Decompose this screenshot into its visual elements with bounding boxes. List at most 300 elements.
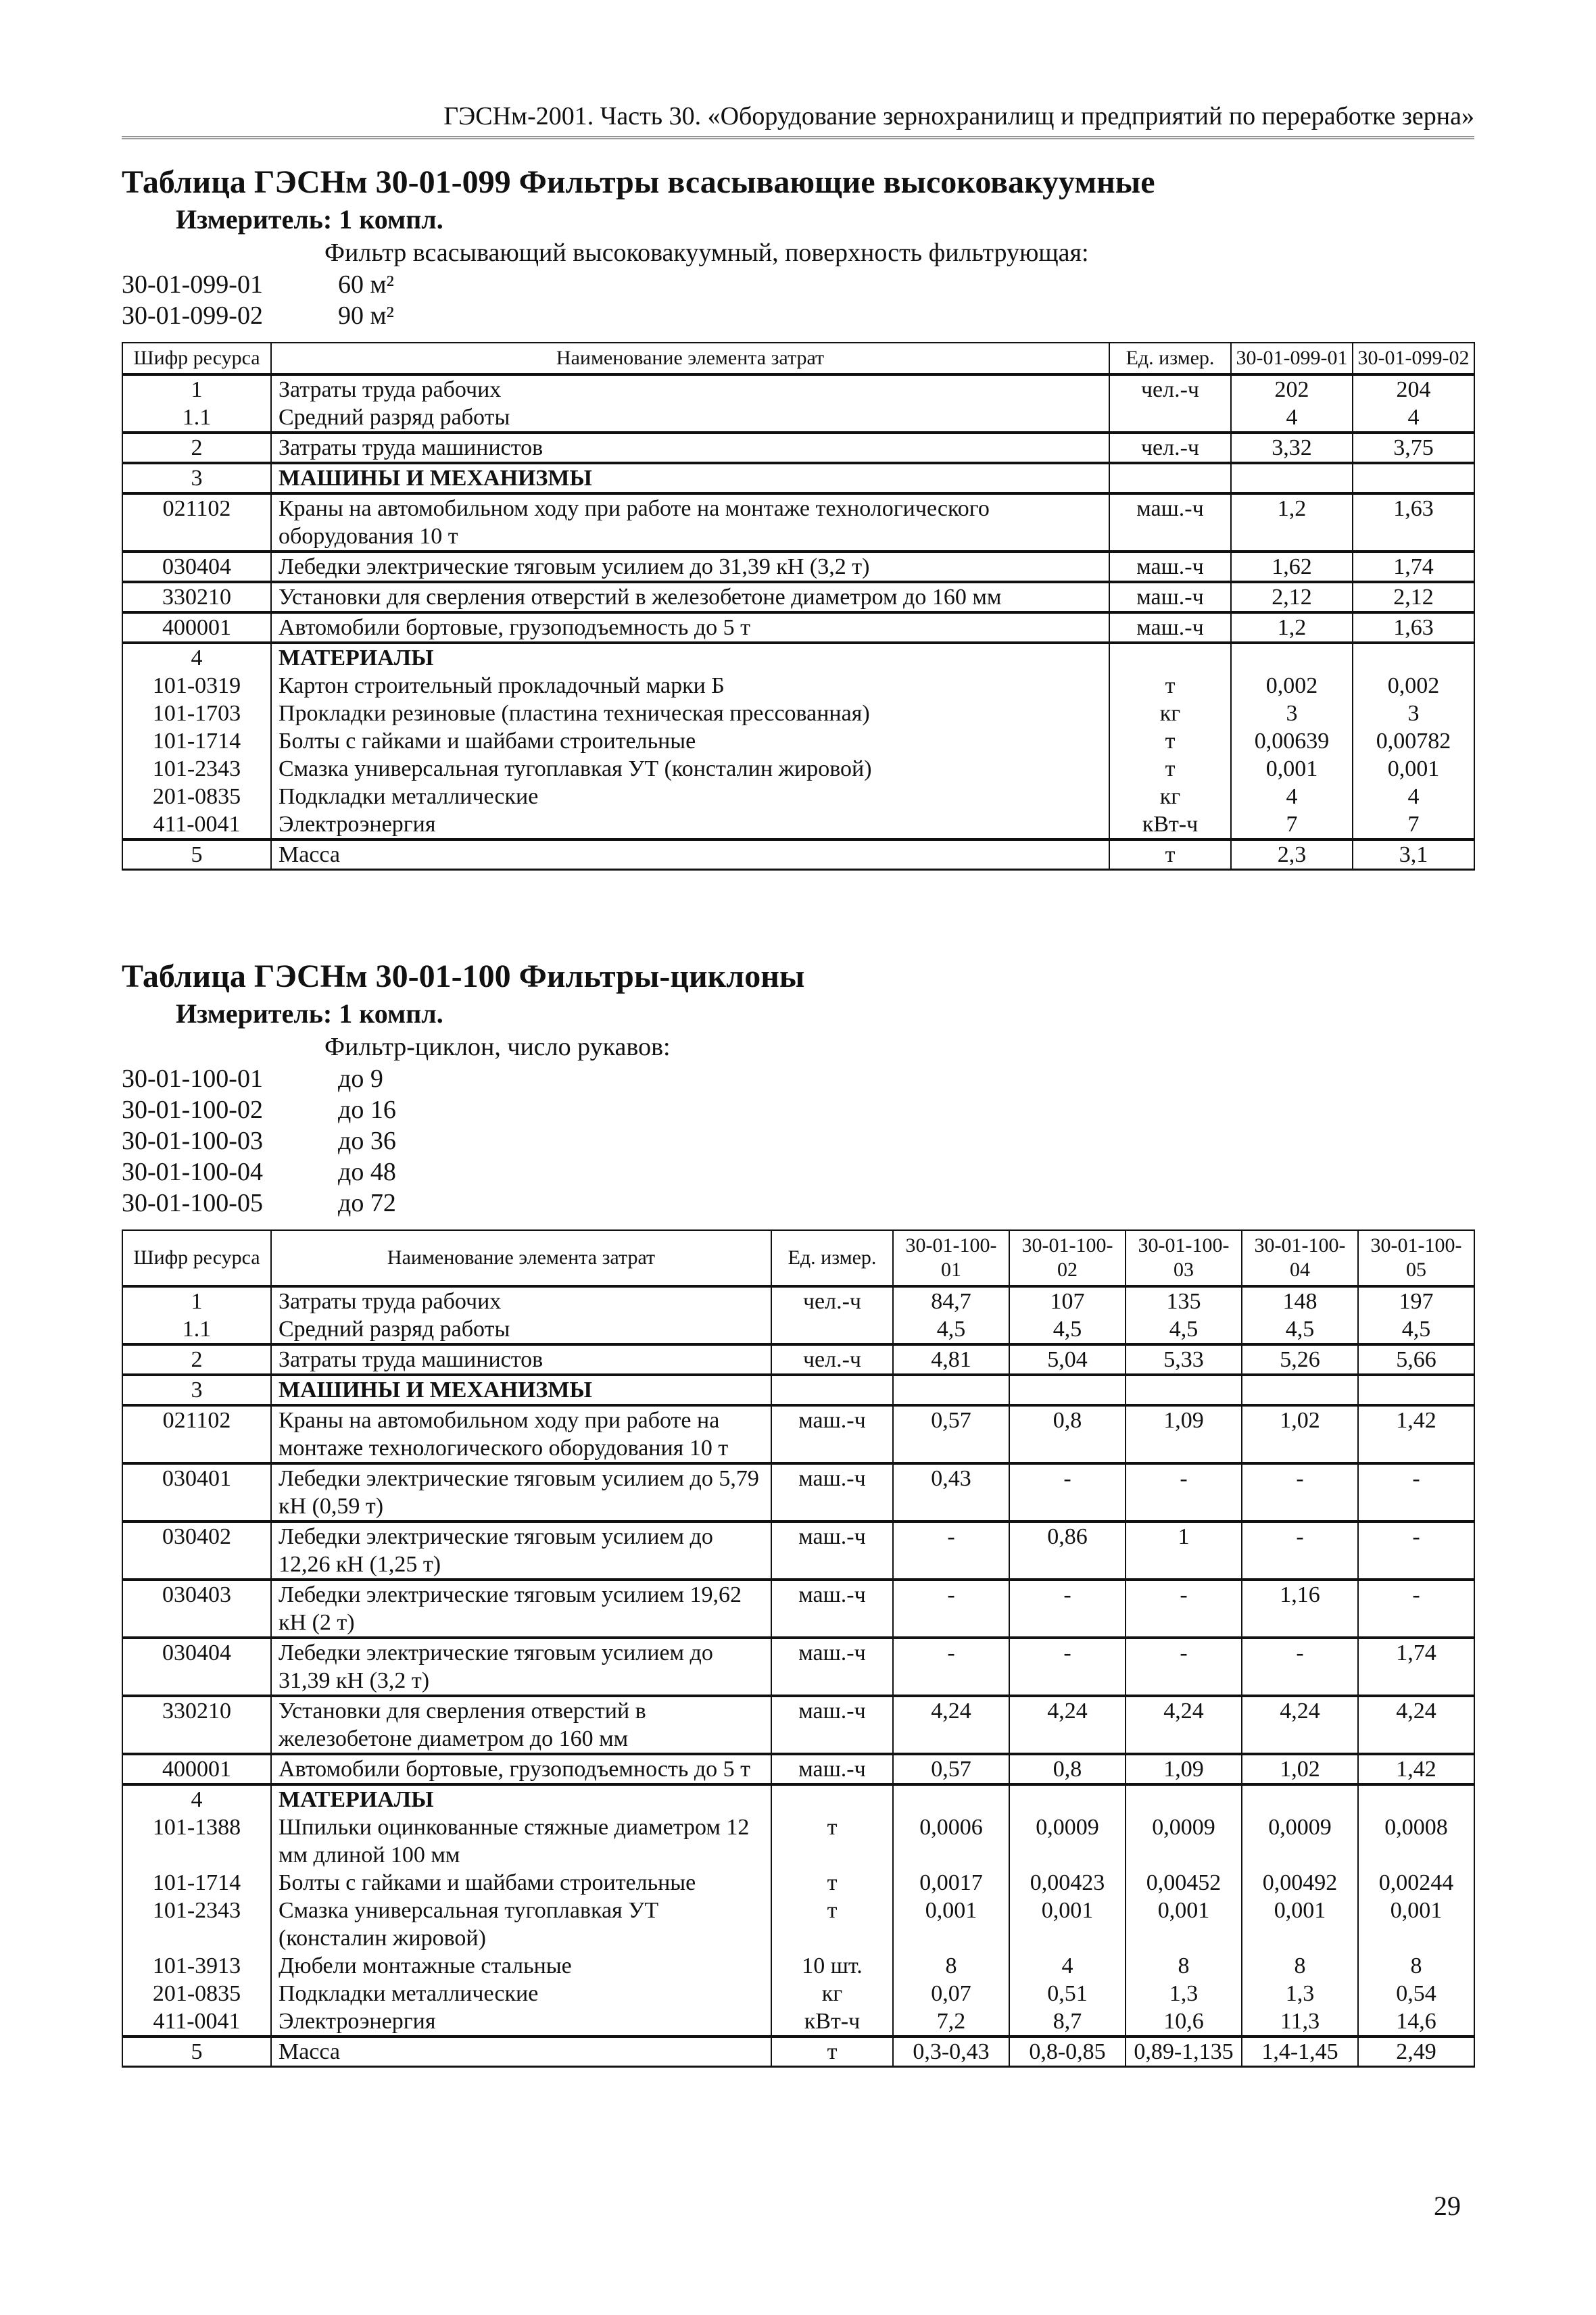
cell-value: 204 [1353, 374, 1474, 404]
cell-code: 101-2343 [122, 755, 271, 783]
cell-value: - [1358, 1463, 1474, 1521]
cell-value: 1,42 [1358, 1754, 1474, 1784]
cell-value: 4 [1353, 783, 1474, 810]
cell-name: Установки для сверления отверстий в железобетоне диаметром до 160 мм [271, 1696, 771, 1754]
cell-value: 1,09 [1126, 1754, 1242, 1784]
cell-value: 4,24 [893, 1696, 1009, 1754]
table-body [122, 374, 1474, 870]
cell-value: 7 [1353, 810, 1474, 839]
cell-value: 5,26 [1242, 1344, 1358, 1375]
cell-value: 4,24 [1126, 1696, 1242, 1754]
cell-name: Затраты труда рабочих [271, 1286, 771, 1315]
cell-value [1353, 463, 1474, 493]
table-row [122, 552, 1474, 582]
cell-value: 0,0008 [1358, 1813, 1474, 1869]
table-row [122, 612, 1474, 643]
cell-unit: маш.-ч [771, 1463, 893, 1521]
table-row [122, 1344, 1474, 1375]
cell-value: 5,04 [1009, 1344, 1126, 1375]
cell-value: 1,02 [1242, 1405, 1358, 1463]
cell-name: Краны на автомобильном ходу при работе на монтаже технологического оборудования 10 т [271, 1405, 771, 1463]
table-row [122, 1754, 1474, 1784]
variant-code: 30-01-100-05 [122, 1189, 263, 1217]
cell-value [1126, 1784, 1242, 1813]
cell-unit: кг [1109, 783, 1231, 810]
table-row [122, 582, 1474, 612]
cell-value: 8,7 [1009, 2007, 1126, 2037]
cell-value: 0,54 [1358, 1980, 1474, 2007]
cell-value: 0,001 [1242, 1897, 1358, 1952]
table-row [122, 1463, 1474, 1521]
cell-value: 0,8 [1009, 1754, 1126, 1784]
page-number: 29 [1434, 2191, 1461, 2221]
table-row [122, 1869, 1474, 1897]
cell-value: 0,0009 [1242, 1813, 1358, 1869]
cell-value: - [1242, 1463, 1358, 1521]
cell-unit: чел.-ч [1109, 433, 1231, 463]
cell-value: 0,86 [1009, 1521, 1126, 1580]
table-section-099 [122, 162, 1474, 871]
cell-unit: маш.-ч [771, 1405, 893, 1463]
table-measure: Измеритель: 1 компл. [176, 998, 443, 1029]
cell-code: 1 [122, 1286, 271, 1315]
table-row [122, 783, 1474, 810]
cell-code: 3 [122, 463, 271, 493]
cell-name: Установки для сверления отверстий в железобетоне диаметром до 160 мм [271, 582, 1109, 612]
cell-unit: т [771, 1897, 893, 1952]
cell-value: 4,5 [1126, 1315, 1242, 1344]
cell-name: Автомобили бортовые, грузоподъемность до 5 т [271, 612, 1109, 643]
cell-name: Дюбели монтажные стальные [271, 1952, 771, 1980]
cell-value [1242, 1375, 1358, 1405]
cell-value: 2,12 [1353, 582, 1474, 612]
cell-unit: маш.-ч [1109, 582, 1231, 612]
cell-name: Масса [271, 839, 1109, 870]
variant-code: 30-01-099-01 [122, 270, 263, 299]
cell-value: 2,3 [1231, 839, 1353, 870]
cell-unit [771, 1784, 893, 1813]
cell-value: 4,5 [893, 1315, 1009, 1344]
cell-code: 021102 [122, 493, 271, 552]
cell-value: 0,001 [1126, 1897, 1242, 1952]
cell-name: Электроэнергия [271, 2007, 771, 2037]
cell-value: 0,00492 [1242, 1869, 1358, 1897]
cell-name: Электроэнергия [271, 810, 1109, 839]
table-row [122, 755, 1474, 783]
cell-unit: кВт-ч [1109, 810, 1231, 839]
cell-value: 4 [1231, 783, 1353, 810]
page-header: ГЭСНм-2001. Часть 30. «Оборудование зернохранилищ и предприятий по переработке зерна» [122, 101, 1474, 139]
table-header-row [122, 343, 1474, 374]
cell-code: 330210 [122, 1696, 271, 1754]
cell-value: 4,81 [893, 1344, 1009, 1375]
cell-value: 4 [1353, 404, 1474, 433]
cell-value: 0,51 [1009, 1980, 1126, 2007]
cell-code: 030404 [122, 1638, 271, 1696]
variant-row [122, 1094, 1474, 1125]
cell-code: 3 [122, 1375, 271, 1405]
cell-code: 201-0835 [122, 1980, 271, 2007]
variant-value: до 16 [338, 1096, 396, 1124]
cell-value: 0,001 [1353, 755, 1474, 783]
cell-value [1242, 1784, 1358, 1813]
table-row [122, 493, 1474, 552]
table-row [122, 672, 1474, 700]
cell-value: - [1242, 1638, 1358, 1696]
cell-unit: чел.-ч [771, 1344, 893, 1375]
table-row [122, 1897, 1474, 1952]
table-row [122, 1813, 1474, 1869]
cell-value: 8 [893, 1952, 1009, 1980]
table-row [122, 1375, 1474, 1405]
cell-unit: маш.-ч [771, 1521, 893, 1580]
table-title: Таблица ГЭСНм 30-01-099 Фильтры всасывающие высоковакуумные [122, 164, 1155, 200]
cell-unit: кВт-ч [771, 2007, 893, 2037]
cell-unit: маш.-ч [771, 1580, 893, 1638]
cell-name: Масса [271, 2037, 771, 2067]
header-col: 30-01-100-03 [1126, 1230, 1242, 1286]
cell-code: 400001 [122, 1754, 271, 1784]
cell-name: Лебедки электрические тяговым усилием 19,62 кН (2 т) [271, 1580, 771, 1638]
cell-unit: т [1109, 727, 1231, 755]
cell-value: 4,5 [1009, 1315, 1126, 1344]
cell-name: Картон строительный прокладочный марки Б [271, 672, 1109, 700]
cell-value: 0,001 [1358, 1897, 1474, 1952]
cell-value: 3,75 [1353, 433, 1474, 463]
variant-code: 30-01-100-01 [122, 1065, 263, 1093]
cell-value: 0,57 [893, 1405, 1009, 1463]
cell-value: 3,32 [1231, 433, 1353, 463]
header-unit: Ед. измер. [1109, 343, 1231, 374]
cell-unit: маш.-ч [1109, 493, 1231, 552]
cell-name: Затраты труда машинистов [271, 1344, 771, 1375]
cell-code: 101-1388 [122, 1813, 271, 1869]
table-row [122, 1521, 1474, 1580]
cell-value: 0,0009 [1009, 1813, 1126, 1869]
cell-value [1231, 463, 1353, 493]
variant-value: до 72 [338, 1189, 396, 1217]
table-row [122, 700, 1474, 727]
table-row [122, 433, 1474, 463]
cell-unit: чел.-ч [1109, 374, 1231, 404]
cell-value [1358, 1375, 1474, 1405]
cell-value: 1,02 [1242, 1754, 1358, 1784]
cell-name: Смазка универсальная тугоплавкая УТ (консталин жировой) [271, 1897, 771, 1952]
cell-value: 1,62 [1231, 552, 1353, 582]
cell-value: 5,33 [1126, 1344, 1242, 1375]
cell-name: Автомобили бортовые, грузоподъемность до 5 т [271, 1754, 771, 1784]
cell-value: - [1009, 1463, 1126, 1521]
cell-name: Подкладки металлические [271, 1980, 771, 2007]
header-col: 30-01-100-01 [893, 1230, 1009, 1286]
cell-value: 0,57 [893, 1754, 1009, 1784]
cell-value: 0,00639 [1231, 727, 1353, 755]
cell-name: Подкладки металлические [271, 783, 1109, 810]
cell-value [1358, 1784, 1474, 1813]
cell-value: 4 [1231, 404, 1353, 433]
cell-value: 197 [1358, 1286, 1474, 1315]
cell-value: 7 [1231, 810, 1353, 839]
cell-unit: 10 шт. [771, 1952, 893, 1980]
cell-value: 84,7 [893, 1286, 1009, 1315]
variant-row [122, 300, 1474, 331]
table-header-row [122, 1230, 1474, 1286]
cell-unit: маш.-ч [1109, 612, 1231, 643]
cell-value: 3 [1353, 700, 1474, 727]
cell-value: 1,63 [1353, 612, 1474, 643]
header-col: 30-01-099-01 [1231, 343, 1353, 374]
header-unit: Ед. измер. [771, 1230, 893, 1286]
cell-value: 11,3 [1242, 2007, 1358, 2037]
cell-code: 2 [122, 433, 271, 463]
cell-value: - [1358, 1521, 1474, 1580]
cell-value: 0,00782 [1353, 727, 1474, 755]
variant-code: 30-01-100-03 [122, 1127, 263, 1155]
cell-unit: т [1109, 839, 1231, 870]
cell-name: Средний разряд работы [271, 404, 1109, 433]
cell-unit [1109, 643, 1231, 672]
cell-value: 0,001 [1009, 1897, 1126, 1952]
table-row [122, 2037, 1474, 2067]
cell-value: 1,09 [1126, 1405, 1242, 1463]
table-row [122, 374, 1474, 404]
cell-value: 5,66 [1358, 1344, 1474, 1375]
cell-value: 0,0017 [893, 1869, 1009, 1897]
cell-value: 0,00423 [1009, 1869, 1126, 1897]
cell-value: 0,8 [1009, 1405, 1126, 1463]
variant-value: до 9 [338, 1065, 383, 1093]
cell-value: 0,002 [1353, 672, 1474, 700]
table-row [122, 810, 1474, 839]
cell-unit: т [1109, 755, 1231, 783]
cell-unit: т [771, 1869, 893, 1897]
cell-unit [1109, 404, 1231, 433]
cell-unit: маш.-ч [1109, 552, 1231, 582]
table-row [122, 1696, 1474, 1754]
cell-value: 0,0009 [1126, 1813, 1242, 1869]
variant-list [122, 269, 1474, 331]
cell-value: 0,07 [893, 1980, 1009, 2007]
variant-row [122, 1156, 1474, 1188]
cell-unit [771, 1375, 893, 1405]
cell-value: - [893, 1580, 1009, 1638]
cell-value [1009, 1375, 1126, 1405]
cell-value: 4 [1009, 1952, 1126, 1980]
cell-value: - [1358, 1580, 1474, 1638]
cell-value: 1,74 [1353, 552, 1474, 582]
variant-value: 60 м² [338, 270, 394, 299]
table-row [122, 404, 1474, 433]
cell-code: 411-0041 [122, 2007, 271, 2037]
cell-value: 1 [1126, 1521, 1242, 1580]
variant-row [122, 1188, 1474, 1219]
cell-value: 0,8-0,85 [1009, 2037, 1126, 2067]
table-body [122, 1286, 1474, 2067]
cell-code: 2 [122, 1344, 271, 1375]
cell-code: 101-1714 [122, 727, 271, 755]
cell-value: 1,3 [1242, 1980, 1358, 2007]
cell-value: 1,42 [1358, 1405, 1474, 1463]
cell-name: МАТЕРИАЛЫ [271, 643, 1109, 672]
cell-value: 2,12 [1231, 582, 1353, 612]
variant-row [122, 1063, 1474, 1094]
cell-value: 1,63 [1353, 493, 1474, 552]
table-row [122, 2007, 1474, 2037]
cell-value: - [893, 1638, 1009, 1696]
cell-value: 4,24 [1242, 1696, 1358, 1754]
variant-code: 30-01-099-02 [122, 301, 263, 330]
cell-value: 4,24 [1009, 1696, 1126, 1754]
cell-value [893, 1375, 1009, 1405]
cell-value: - [1242, 1521, 1358, 1580]
cell-name: Лебедки электрические тяговым усилием до 31,39 кН (3,2 т) [271, 1638, 771, 1696]
cell-code: 4 [122, 643, 271, 672]
cell-value: 3 [1231, 700, 1353, 727]
cell-value: 0,002 [1231, 672, 1353, 700]
cell-name: Шпильки оцинкованные стяжные диаметром 12 мм длиной 100 мм [271, 1813, 771, 1869]
cell-value: 8 [1358, 1952, 1474, 1980]
cell-name: Болты с гайками и шайбами строительные [271, 727, 1109, 755]
cell-value: 1,74 [1358, 1638, 1474, 1696]
cell-value: 10,6 [1126, 2007, 1242, 2037]
cell-value: 0,00244 [1358, 1869, 1474, 1897]
variant-code: 30-01-100-02 [122, 1096, 263, 1124]
cell-name: Лебедки электрические тяговым усилием до 12,26 кН (1,25 т) [271, 1521, 771, 1580]
cell-value: - [1126, 1638, 1242, 1696]
table-row [122, 463, 1474, 493]
cell-value: - [1009, 1638, 1126, 1696]
cell-name: Прокладки резиновые (пластина техническая прессованная) [271, 700, 1109, 727]
cell-unit: кг [771, 1980, 893, 2007]
header-name: Наименование элемента затрат [271, 343, 1109, 374]
cell-name: МАШИНЫ И МЕХАНИЗМЫ [271, 1375, 771, 1405]
cell-name: МАШИНЫ И МЕХАНИЗМЫ [271, 463, 1109, 493]
cell-name: МАТЕРИАЛЫ [271, 1784, 771, 1813]
cell-value: 1,16 [1242, 1580, 1358, 1638]
cell-code: 101-1703 [122, 700, 271, 727]
cell-name: Средний разряд работы [271, 1315, 771, 1344]
table-row [122, 1580, 1474, 1638]
cell-unit: маш.-ч [771, 1696, 893, 1754]
cell-unit: маш.-ч [771, 1754, 893, 1784]
cell-code: 5 [122, 2037, 271, 2067]
header-col: 30-01-100-02 [1009, 1230, 1126, 1286]
cell-code: 101-1714 [122, 1869, 271, 1897]
header-code: Шифр ресурса [122, 343, 271, 374]
variant-row [122, 269, 1474, 300]
cell-code: 1.1 [122, 404, 271, 433]
variant-value: до 36 [338, 1127, 396, 1155]
cell-unit: т [771, 1813, 893, 1869]
cell-code: 1.1 [122, 1315, 271, 1344]
cell-name: Краны на автомобильном ходу при работе на монтаже технологического оборудования 10 т [271, 493, 1109, 552]
cell-value: 135 [1126, 1286, 1242, 1315]
resource-table [122, 1229, 1475, 2068]
cell-unit [771, 1315, 893, 1344]
cell-value [893, 1784, 1009, 1813]
cell-code: 030404 [122, 552, 271, 582]
cell-value: 1,3 [1126, 1980, 1242, 2007]
resource-table [122, 342, 1475, 871]
table-description: Фильтр всасывающий высоковакуумный, поверхность фильтрующая: [324, 239, 1089, 267]
cell-code: 101-3913 [122, 1952, 271, 1980]
table-section-100 [122, 956, 1474, 2068]
cell-code: 400001 [122, 612, 271, 643]
cell-code: 5 [122, 839, 271, 870]
cell-code: 1 [122, 374, 271, 404]
cell-value: 4,24 [1358, 1696, 1474, 1754]
cell-code: 411-0041 [122, 810, 271, 839]
cell-value [1009, 1784, 1126, 1813]
cell-value: 3,1 [1353, 839, 1474, 870]
cell-name: Болты с гайками и шайбами строительные [271, 1869, 771, 1897]
cell-code: 030401 [122, 1463, 271, 1521]
table-row [122, 1784, 1474, 1813]
table-description: Фильтр-циклон, число рукавов: [324, 1033, 671, 1061]
cell-unit: т [771, 2037, 893, 2067]
table-title: Таблица ГЭСНм 30-01-100 Фильтры-циклоны [122, 958, 805, 994]
cell-value: 107 [1009, 1286, 1126, 1315]
table-measure: Измеритель: 1 компл. [176, 204, 443, 235]
cell-value: 1,2 [1231, 612, 1353, 643]
table-row [122, 1638, 1474, 1696]
cell-unit [1109, 463, 1231, 493]
cell-unit: т [1109, 672, 1231, 700]
cell-value [1353, 643, 1474, 672]
cell-unit: чел.-ч [771, 1286, 893, 1315]
cell-name: Затраты труда рабочих [271, 374, 1109, 404]
cell-value [1126, 1375, 1242, 1405]
cell-code: 330210 [122, 582, 271, 612]
cell-value: 0,43 [893, 1463, 1009, 1521]
cell-value: 0,001 [893, 1897, 1009, 1952]
header-col: 30-01-099-02 [1353, 343, 1474, 374]
cell-value: 4,5 [1358, 1315, 1474, 1344]
variant-list [122, 1063, 1474, 1219]
variant-value: 90 м² [338, 301, 394, 330]
cell-code: 030402 [122, 1521, 271, 1580]
cell-value: 1,4-1,45 [1242, 2037, 1358, 2067]
cell-value: 8 [1126, 1952, 1242, 1980]
cell-value: - [893, 1521, 1009, 1580]
cell-unit: кг [1109, 700, 1231, 727]
table-row [122, 727, 1474, 755]
cell-value: 14,6 [1358, 2007, 1474, 2037]
cell-name: Смазка универсальная тугоплавкая УТ (консталин жировой) [271, 755, 1109, 783]
cell-value [1231, 643, 1353, 672]
cell-value: 148 [1242, 1286, 1358, 1315]
cell-code: 4 [122, 1784, 271, 1813]
cell-unit: маш.-ч [771, 1638, 893, 1696]
cell-value: 0,89-1,135 [1126, 2037, 1242, 2067]
variant-value: до 48 [338, 1158, 396, 1186]
cell-value: 1,2 [1231, 493, 1353, 552]
cell-value: 8 [1242, 1952, 1358, 1980]
cell-value: - [1126, 1580, 1242, 1638]
cell-name: Лебедки электрические тяговым усилием до 31,39 кН (3,2 т) [271, 552, 1109, 582]
table-row [122, 839, 1474, 870]
cell-value: - [1009, 1580, 1126, 1638]
cell-value: 0,001 [1231, 755, 1353, 783]
cell-code: 101-2343 [122, 1897, 271, 1952]
table-row [122, 1286, 1474, 1315]
header-code: Шифр ресурса [122, 1230, 271, 1286]
header-name: Наименование элемента затрат [271, 1230, 771, 1286]
cell-name: Лебедки электрические тяговым усилием до 5,79 кН (0,59 т) [271, 1463, 771, 1521]
cell-value: 0,00452 [1126, 1869, 1242, 1897]
cell-value: 0,3-0,43 [893, 2037, 1009, 2067]
cell-code: 030403 [122, 1580, 271, 1638]
